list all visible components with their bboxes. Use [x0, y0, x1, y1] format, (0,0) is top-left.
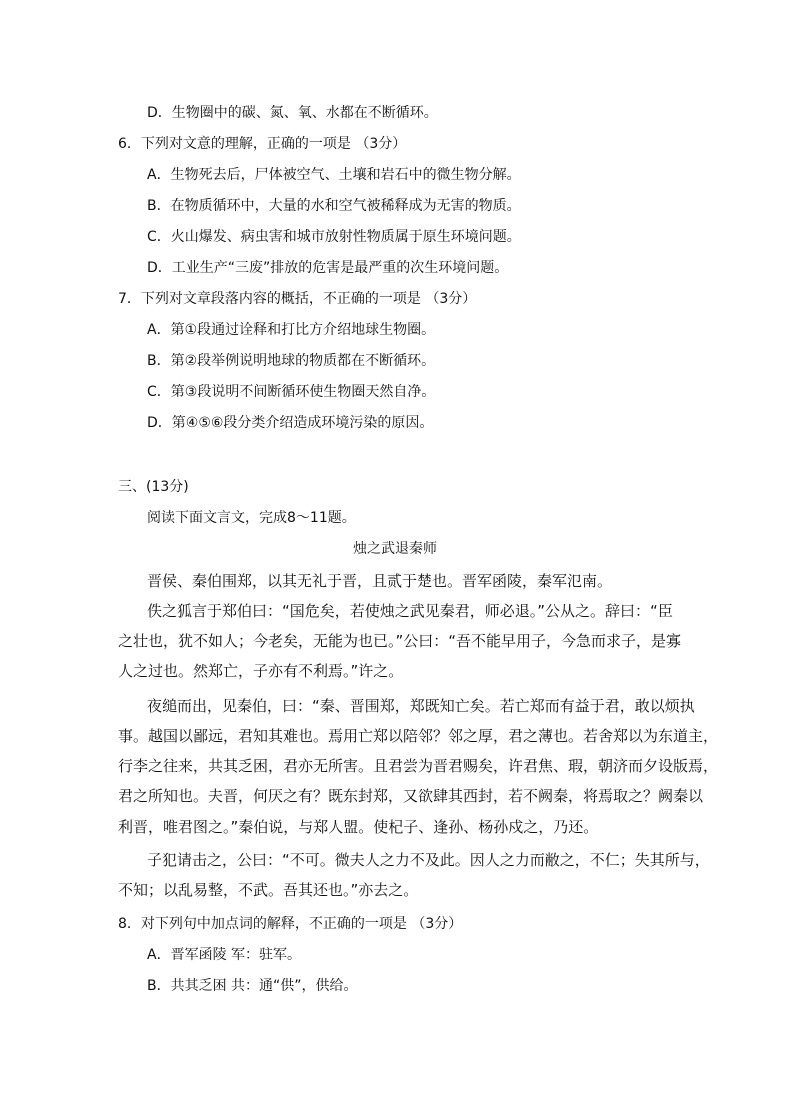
- q6-stem: 6．下列对文意的理解，正确的一项是 （3分）: [118, 136, 407, 152]
- passage-line: 君之所知也。夫晋，何厌之有？既东封郑，又欲肆其西封，若不阙秦，将焉取之？阙秦以: [118, 787, 704, 805]
- q7-option-c: C．第③段说明不间断循环使生物圈天然自净。: [147, 384, 436, 400]
- q8-option-b: B．共其乏困 共：通“供”，供给。: [147, 978, 358, 994]
- q6-option-b: B．在物质循环中，大量的水和空气被稀释成为无害的物质。: [147, 198, 521, 214]
- q6-option-c: C．火山爆发、病虫害和城市放射性物质属于原生环境问题。: [147, 229, 521, 245]
- passage-line: 利晋，唯君图之。”秦伯说，与郑人盟。使杞子、逢孙、杨孙戍之，乃还。: [118, 818, 599, 836]
- q5-option-d: D．生物圈中的碳、氮、氧、水都在不断循环。: [147, 105, 438, 121]
- passage-line: 行李之往来，共其乏困，君亦无所害。且君尝为晋君赐矣，许君焦、瑕，朝济而夕设版焉，: [118, 757, 719, 775]
- q7-stem: 7．下列对文章段落内容的概括，不正确的一项是 （3分）: [118, 291, 477, 307]
- q8-option-a: A．晋军函陵 军：驻军。: [147, 947, 302, 963]
- q8-stem: 8．对下列句中加点词的解释，不正确的一项是 （3分）: [118, 916, 463, 932]
- section-instruction: 阅读下面文言文，完成8～11题。: [147, 510, 356, 526]
- passage-line: 子犯请击之，公曰：“不可。微夫人之力不及此。因人之力而敝之，不仁；失其所与，: [147, 851, 710, 869]
- passage-line: 之壮也，犹不如人；今老矣，无能为也已。”公曰：“吾不能早用子，今急而求子，是寡: [118, 632, 682, 650]
- passage-line: 佚之狐言于郑伯曰：“国危矣，若使烛之武见秦君，师必退。”公从之。辞曰：“臣: [147, 602, 673, 620]
- passage-line: 不知；以乱易整，不武。吾其还也。”亦去之。: [118, 881, 419, 899]
- q6-option-d: D．工业生产“三废”排放的危害是最严重的次生环境问题。: [147, 260, 509, 276]
- q6-option-a: A．生物死去后，尸体被空气、土壤和岩石中的微生物分解。: [147, 167, 521, 183]
- passage-line: 晋侯、秦伯围郑，以其无礼于晋，且贰于楚也。晋军函陵，秦军氾南。: [147, 572, 613, 590]
- q7-option-d: D．第④⑤⑥段分类介绍造成环境污染的原因。: [147, 415, 434, 431]
- passage-line: 夜缒而出，见秦伯，曰：“秦、晋围郑，郑既知亡矣。若亡郑而有益于君，敢以烦执: [147, 697, 695, 715]
- passage-line: 人之过也。然郑亡，子亦有不利焉。”许之。: [118, 662, 404, 680]
- section-heading: 三、(13分): [118, 479, 189, 495]
- q7-option-a: A．第①段通过诠释和打比方介绍地球生物圈。: [147, 322, 436, 338]
- passage-title: 烛之武退秦师: [353, 541, 437, 557]
- passage-line: 事。越国以鄙远，君知其难也。焉用亡郑以陪邻？邻之厚，君之薄也。若舍郑以为东道主，: [118, 727, 719, 745]
- q7-option-b: B．第②段举例说明地球的物质都在不断循环。: [147, 353, 436, 369]
